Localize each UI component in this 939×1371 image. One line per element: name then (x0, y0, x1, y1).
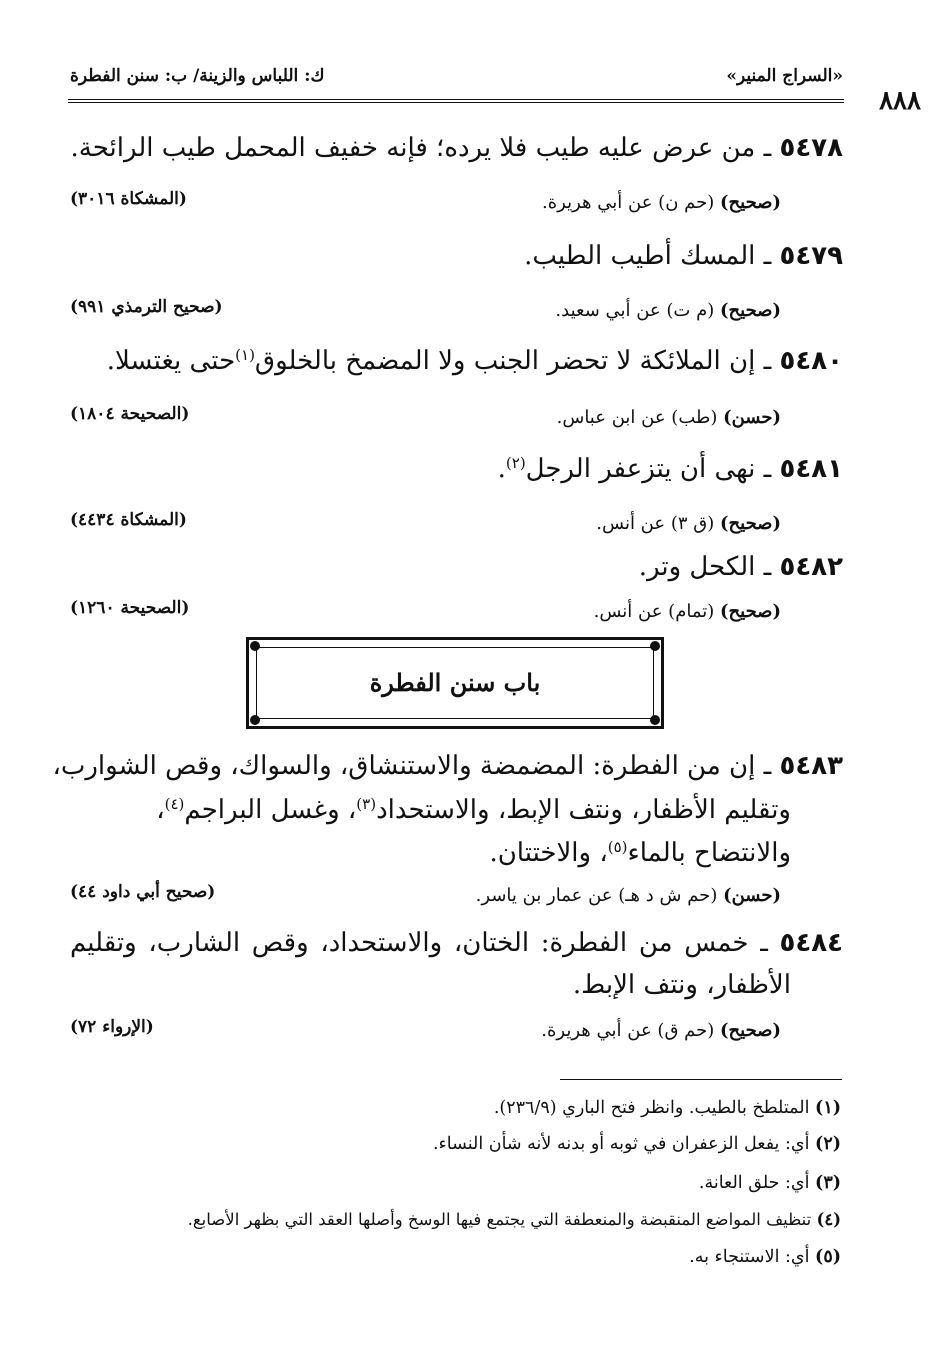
footnote-number: (٥) (815, 1247, 841, 1267)
hadith-source: (حم ش د هـ) عن عمار بن ياسر. (475, 885, 718, 906)
hadith-text-line (156, 797, 791, 823)
hadith-text: ـ إن الملائكة لا تحضر الجنب ولا المضمخ بالخلوق (254, 346, 772, 376)
hadith-grade: (صحيح) (720, 192, 781, 213)
hadith-grade: (صحيح) (720, 1020, 781, 1041)
hadith-reference: (الصحيحة ١٢٦٠) (70, 598, 190, 618)
hadith-source: (حم ن) عن أبي هريرة. (542, 192, 715, 213)
footnote-text: أي: حلق العانة. (698, 1173, 810, 1193)
hadith-text: ـ إن من الفطرة: المضمضة والاستنشاق، والسواك، وقص الشوارب، (52, 751, 772, 781)
hadith-grade: (صحيح) (720, 300, 781, 321)
running-header-chapter: ك: اللباس والزينة/ ب: سنن الفطرة (70, 66, 325, 86)
footnote-text: أي: الاستنجاء به. (689, 1247, 810, 1267)
hadith-number: ٥٤٧٨ (779, 133, 843, 163)
footnote (188, 1210, 841, 1229)
hadith-source: (م ت) عن أبي سعيد. (555, 300, 715, 321)
hadith-text: وتقليم الأظفار، ونتف الإبط، والاستحداد (376, 795, 791, 825)
footnote-number: (٣) (815, 1173, 841, 1193)
hadith-text-tail: . (497, 454, 506, 484)
hadith-grade: (صحيح) (720, 513, 781, 534)
footnote (494, 1098, 841, 1118)
hadith-number: ٥٤٨١ (779, 454, 843, 484)
footnote-number: (٤) (816, 1210, 841, 1229)
footnote-text: أي: يفعل الزعفران في ثوبه أو بدنه لأنه شأن النساء. (432, 1134, 810, 1154)
hadith-grade-line (557, 407, 781, 428)
frame-corner-ornament (250, 715, 260, 725)
hadith-text: ـ من عرض عليه طيب فلا يرده؛ فإنه خفيف المحمل طيب الرائحة. (70, 133, 772, 163)
footnote-marker: (٣) (356, 795, 377, 813)
footnote (433, 1134, 841, 1154)
hadith-text-line (498, 456, 843, 482)
footnote-marker: (٤) (164, 795, 185, 813)
hadith-grade-line (542, 192, 781, 213)
frame-corner-ornament (650, 641, 660, 651)
hadith-grade-line (476, 885, 781, 906)
hadith-text-tail: حتى يغتسلا. (106, 346, 236, 376)
hadith-grade: (حسن) (723, 407, 781, 428)
hadith-reference: (المشكاة ٣٠١٦) (70, 189, 187, 209)
hadith-reference: (الصحيحة ١٨٠٤) (70, 404, 190, 424)
footnote-marker: (٥) (607, 838, 628, 856)
header-rule (68, 99, 844, 103)
chapter-title-frame (246, 637, 664, 729)
footnote-marker: (١) (235, 346, 255, 364)
hadith-text-line (489, 840, 791, 866)
hadith-text: ـ خمس من الفطرة: الختان، والاستحداد، وقص الشارب، وتقليم (70, 928, 768, 958)
hadith-text: ، والاختتان. (489, 838, 608, 868)
hadith-source: (تمام) عن أنس. (593, 601, 715, 622)
footnote-number: (١) (815, 1098, 841, 1118)
hadith-reference: (المشكاة ٤٤٣٤) (70, 510, 187, 530)
hadith-text-line (573, 972, 791, 998)
hadith-source: (حم ق) عن أبي هريرة. (541, 1020, 715, 1041)
hadith-text-line (107, 348, 843, 374)
footnote-separator (560, 1079, 842, 1080)
hadith-number: ٥٤٨٢ (779, 552, 843, 582)
hadith-grade-line (541, 1020, 781, 1041)
hadith-text-line (70, 930, 843, 956)
hadith-text: الأظفار، ونتف الإبط. (572, 970, 791, 1000)
frame-corner-ornament (650, 715, 660, 725)
footnote (689, 1247, 841, 1267)
hadith-text: والانتضاح بالماء (627, 838, 791, 868)
hadith-text-line (639, 554, 843, 580)
hadith-text: ـ نهى أن يتزعفر الرجل (525, 454, 772, 484)
hadith-grade: (حسن) (723, 885, 781, 906)
hadith-text-line (71, 135, 843, 161)
hadith-grade-line (555, 300, 781, 321)
frame-corner-ornament (250, 641, 260, 651)
hadith-source: (طب) عن ابن عباس. (556, 407, 718, 428)
hadith-number: ٥٤٨٣ (779, 751, 843, 781)
hadith-text: ، (156, 795, 165, 825)
footnote-marker: (٢) (505, 454, 526, 472)
hadith-grade-line (594, 601, 781, 622)
hadith-number: ٥٤٧٩ (779, 241, 843, 271)
page-number: ٨٨٨ (879, 86, 921, 116)
footnote-number: (٢) (815, 1134, 841, 1154)
hadith-text-line (52, 751, 843, 781)
hadith-source: (ق ٣) عن أنس. (596, 513, 715, 534)
hadith-number: ٥٤٨٠ (779, 346, 843, 376)
footnote-text: المتلطخ بالطيب. وانظر فتح الباري (٢٣٦/٩). (493, 1098, 810, 1118)
footnote-text: تنظيف المواضع المنقبضة والمنعطفة التي يجتمع فيها الوسخ وأصلها العقد التي بظهر الأصابع. (187, 1210, 812, 1229)
hadith-reference: (الإرواء ٧٢) (70, 1017, 154, 1037)
hadith-text-line (524, 243, 843, 269)
hadith-grade-line (596, 513, 781, 534)
hadith-grade: (صحيح) (720, 601, 781, 622)
hadith-text: ، وغسل البراجم (184, 795, 357, 825)
footnote (699, 1173, 841, 1193)
running-header-book-title: «السراج المنير» (726, 66, 843, 86)
hadith-text: ـ الكحل وتر. (638, 552, 772, 582)
hadith-reference: (صحيح أبي داود ٤٤) (70, 882, 216, 902)
hadith-text: ـ المسك أطيب الطيب. (524, 241, 772, 271)
hadith-number: ٥٤٨٤ (779, 928, 843, 958)
hadith-reference: (صحيح الترمذي ٩٩١) (70, 297, 223, 317)
chapter-title: باب سنن الفطرة (369, 668, 541, 697)
